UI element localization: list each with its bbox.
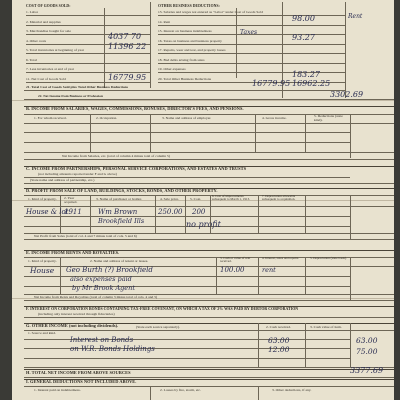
interest-note: Taxes xyxy=(240,29,258,36)
sec-d-col-2: 2. Year acquired. xyxy=(64,196,78,204)
sec-g-line-1: Interest on Bonds xyxy=(70,336,134,344)
taxes-value: 93.27 xyxy=(292,33,315,42)
sec-d-price: 250.00 xyxy=(158,208,183,216)
lines_right-item: 18. Bad debts arising from sales xyxy=(158,57,205,62)
sec-d-title: D. PROFIT FROM SALE OF LAND, BUILDINGS, STOCKS, BONDS, AND OTHER PROPERTY. xyxy=(26,188,218,193)
lines_left-item: 6. Total xyxy=(26,57,37,62)
sec-d-cost: 200 xyxy=(192,208,206,216)
scan-right-edge xyxy=(394,0,400,400)
sec-f-title: F. INTEREST ON CORPORATION BONDS CONTAINING TAX-FREE COVENANT, ON WHICH A TAX OF 2% WAS PAID BY DEBTOR CORPORATION xyxy=(26,307,299,311)
lines_right-item: 13. Salaries and wages not entered as "Labor" under Cost of Goods Sold xyxy=(158,10,264,14)
sec-g-col-3: 3. Cash value of item. xyxy=(310,325,342,329)
sec-g-value-1: 63.00 xyxy=(268,336,290,345)
material-value: 11396 22 xyxy=(108,42,147,51)
sec-d-col-4: 4. Sale price. xyxy=(160,197,179,201)
rule-line xyxy=(26,25,150,26)
sec-d-purchaser-2: Brookfield Ills xyxy=(98,217,145,225)
lines_left-item: 5. Total inventories at beginning of year xyxy=(26,48,85,52)
sec-e-col-5: 5. Depreciation (state basis). xyxy=(310,256,347,260)
sec-d-col-1: 1. Kind of property. xyxy=(28,197,57,201)
sec-i-title: I. GENERAL DEDUCTIONS NOT INCLUDED ABOVE. xyxy=(26,379,137,384)
sec-e-footer: Net Income from Rents and Royalties (total of column 3 minus total of cols. 4 and 5) xyxy=(34,295,158,299)
other-deductions-title: OTHER BUSINESS DEDUCTIONS: xyxy=(158,4,220,8)
sec-e-tenant: Geo Burth (?) Brookfield xyxy=(66,266,153,274)
sec-g-col-2: 2. Cash received. xyxy=(266,325,291,329)
scan-left-edge xyxy=(0,0,12,400)
lines_right-item: 20. Total Other Business Deductions xyxy=(158,76,212,81)
fold-line xyxy=(0,100,400,101)
lines_left-item: 4. Other costs xyxy=(26,38,47,43)
sec-d-profit: no profit xyxy=(186,220,221,229)
sec-e-amount: 100.00 xyxy=(220,266,245,274)
sec-d-year: 1911 xyxy=(64,208,82,216)
sec-e-col-2: 2. Name and address of tenant or lessee. xyxy=(90,259,149,263)
sec-e-col-1: 1. Kind of property. xyxy=(28,259,57,263)
line21b-value: 16962.25 xyxy=(292,79,331,88)
sec-g-title: G. OTHER INCOME (not including dividends). xyxy=(26,323,119,328)
sec-c-subtitle: (not including amounts reported under F and G above) xyxy=(38,172,117,176)
sec-d-footer: Net Profit from Sales (total of col. 4 and 7 minus total of cols. 5 and 6) xyxy=(34,234,137,238)
punch-hole xyxy=(2,115,8,121)
sec-d-col-3: 3. Name of purchaser or holder. xyxy=(96,197,142,201)
rule-line xyxy=(158,15,345,16)
rule-line xyxy=(26,63,150,64)
net-cost-value: 16779.95 xyxy=(108,73,147,82)
line-22-label: 22. Net Income from Business or Profession xyxy=(38,94,103,98)
sec-b-title: B. INCOME FROM SALARIES, WAGES, COMMISSIONS, BONUSES, DIRECTOR'S FEES, AND PENSIONS. xyxy=(26,106,244,111)
net-income-value: 3302.69 xyxy=(330,90,364,99)
lines_left-item: 7. Less inventories at end of year xyxy=(26,67,75,71)
sec-i-col-3: 3. Other deductions, if any. xyxy=(272,388,312,392)
sec-b-col-2: 2. Occupation. xyxy=(96,116,118,120)
lines_right-item: 19. Other expenses xyxy=(158,67,186,71)
rule-line xyxy=(26,53,150,54)
sec-i-col-1: 1. Interest paid on indebtedness. xyxy=(34,388,81,392)
sec-g-col-1: 1. Source and kind. xyxy=(28,331,57,335)
rule-line xyxy=(158,53,345,54)
sec-h-title: H. TOTAL NET INCOME FROM ABOVE SOURCES xyxy=(26,370,131,375)
sec-e-tenant-2: also expenses paid xyxy=(70,275,132,283)
sec-d-col-6: 6. Cost of improvements subsequent to March 1, 1913. xyxy=(212,194,251,202)
side-note: Rent xyxy=(348,13,363,20)
rule-line xyxy=(158,44,345,45)
sec-d-purchaser: Wm Brown xyxy=(98,208,138,216)
lines_left-item: 3. Merchandise bought for sale xyxy=(26,29,71,33)
lines_left-item: 11. Net Cost of Goods Sold xyxy=(26,76,66,81)
rule-line xyxy=(26,15,150,16)
sec-d-col-5: 5. Cost. xyxy=(190,197,202,201)
sec-e-rent: rent xyxy=(262,266,276,274)
rule-line xyxy=(158,63,345,64)
sec-c-title: C. INCOME FROM PARTNERSHIPS, PERSONAL SERVICE CORPORATIONS, AND ESTATES AND TRUSTS xyxy=(26,166,247,171)
lines_right-item: 14. Rent xyxy=(158,19,171,24)
sec-g-note: (State each source separately). xyxy=(136,325,181,329)
sec-h-value: 3377.69 xyxy=(350,366,384,375)
lines_left-item: 2. Material and supplies xyxy=(26,19,61,24)
sec-b-col-4: 4. Gross income. xyxy=(262,116,287,120)
line21-value: 16779.95 xyxy=(252,79,291,88)
labor-value: 4037 70 xyxy=(108,32,142,41)
sec-d-kind: House & lot xyxy=(26,208,69,216)
sec-b-col-5: 5. Deductions (state kind). xyxy=(314,114,343,122)
total-other-value: 183.27 xyxy=(292,70,320,79)
sec-b-col-1: 1. For whom received. xyxy=(34,116,67,120)
sec-e-tenant-3: by Mr Brook Agent xyxy=(72,284,135,292)
lines_right-item: 15. Interest on business indebtedness xyxy=(158,29,212,33)
sec-i-col-2: 2. Losses by fire, storm, etc. xyxy=(160,388,202,392)
lines_left-item: 1. Labor xyxy=(26,10,39,14)
sec-e-col-4: 4. Interest, taxes and repairs. xyxy=(262,256,300,260)
sec-e-kind: House xyxy=(30,266,55,275)
punch-hole xyxy=(2,280,8,286)
sec-g-total-1: 63.00 xyxy=(356,336,378,345)
sec-b-footer: Net Income from Salaries, etc. (total of column 4 minus total of column 5) xyxy=(62,154,170,158)
rent-value: 98.00 xyxy=(292,14,315,23)
sec-g-line-2: on W.R. Bonds Holdings xyxy=(70,345,155,353)
lines_right-item: 16. Taxes on business and business property xyxy=(158,38,222,43)
sec-e-title: E. INCOME FROM RENTS AND ROYALTIES. xyxy=(26,250,120,255)
sec-e-col-3: 3. Cash or value of rent received. xyxy=(220,256,251,264)
sec-g-total-2: 75.00 xyxy=(356,347,378,356)
sec-f-subtitle: (including only interest received through fiduciaries) xyxy=(38,312,115,316)
line-21-label: 21. Total Cost of Goods Sold plus Total Other Business Deductions xyxy=(26,85,129,89)
sec-b-col-3: 3. Name and address of employer. xyxy=(162,116,212,120)
sec-d-col-7: 7. Depreciation allowable subsequent to acquisition. xyxy=(262,194,296,202)
sec-g-value-2: 12.00 xyxy=(268,345,290,354)
cost-of-goods-title: COST OF GOODS SOLD: xyxy=(26,4,71,8)
rule-line xyxy=(158,25,345,26)
lines_right-item: 17. Repairs, wear and tear, and property losses xyxy=(158,48,226,52)
sec-c-footer: (State name and address of partnership, etc.) xyxy=(30,178,95,182)
